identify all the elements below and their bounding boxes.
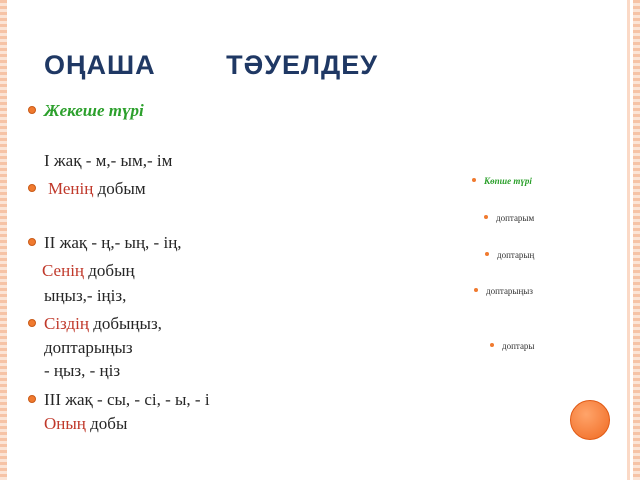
bullet-icon (28, 395, 36, 403)
plural-item-text: доптарым (496, 213, 535, 223)
title-word-1: ОҢАША (44, 50, 156, 80)
plural-item-text: доптарыңыз (486, 286, 533, 296)
bullet-icon (28, 106, 36, 114)
example-dobym: добым (93, 179, 146, 198)
pronoun-senin: Сенің (42, 261, 85, 280)
pronoun-sizdin: Сіздің (44, 314, 89, 333)
left-decor-stripe (0, 0, 7, 480)
decorative-circle (570, 400, 610, 440)
plural-item (474, 286, 533, 296)
bullet-icon (490, 343, 494, 347)
slide-title (44, 50, 378, 81)
bullet-icon (472, 178, 476, 182)
plural-item (490, 341, 534, 351)
polite-suffix-text-2: - ңыз, - ңіз (44, 361, 121, 380)
third-person-suffixes: ІІІ жақ - сы, - сі, - ы, - і (44, 390, 210, 409)
pronoun-onyn: Оның (44, 414, 86, 433)
bullet-icon (474, 288, 478, 292)
second-person-suffixes: ІІ жақ - ң,- ың, - ің, (44, 233, 182, 252)
bullet-icon (28, 184, 36, 192)
example-doptarynyz: доптарыңыз (44, 338, 133, 357)
example-doby: добы (85, 414, 128, 433)
plural-item (485, 250, 534, 260)
plural-item-text: доптарың (497, 250, 535, 260)
example-dobynyz: добыңыз, (88, 314, 162, 333)
example-dobyn: добың (84, 261, 135, 280)
bullet-icon (28, 238, 36, 246)
bullet-icon (28, 319, 36, 327)
singular-label: Жекеше түрі (44, 101, 144, 120)
plural-item-text: доптары (502, 341, 535, 351)
bullet-icon (484, 215, 488, 219)
pronoun-menin: Менің (48, 179, 94, 198)
polite-suffix-text: ыңыз,- іңіз, (44, 286, 127, 305)
first-person-suffixes: І жақ - м,- ым,- ім (44, 151, 173, 170)
bullet-icon (485, 252, 489, 256)
right-decor-stripe (633, 0, 640, 480)
right-decor-stripe-inner (627, 0, 630, 480)
plural-label-item (472, 176, 532, 186)
title-word-2: ТӘУЕЛДЕУ (226, 50, 379, 80)
plural-item (484, 213, 534, 223)
plural-label: Көпше түрі (484, 176, 532, 186)
